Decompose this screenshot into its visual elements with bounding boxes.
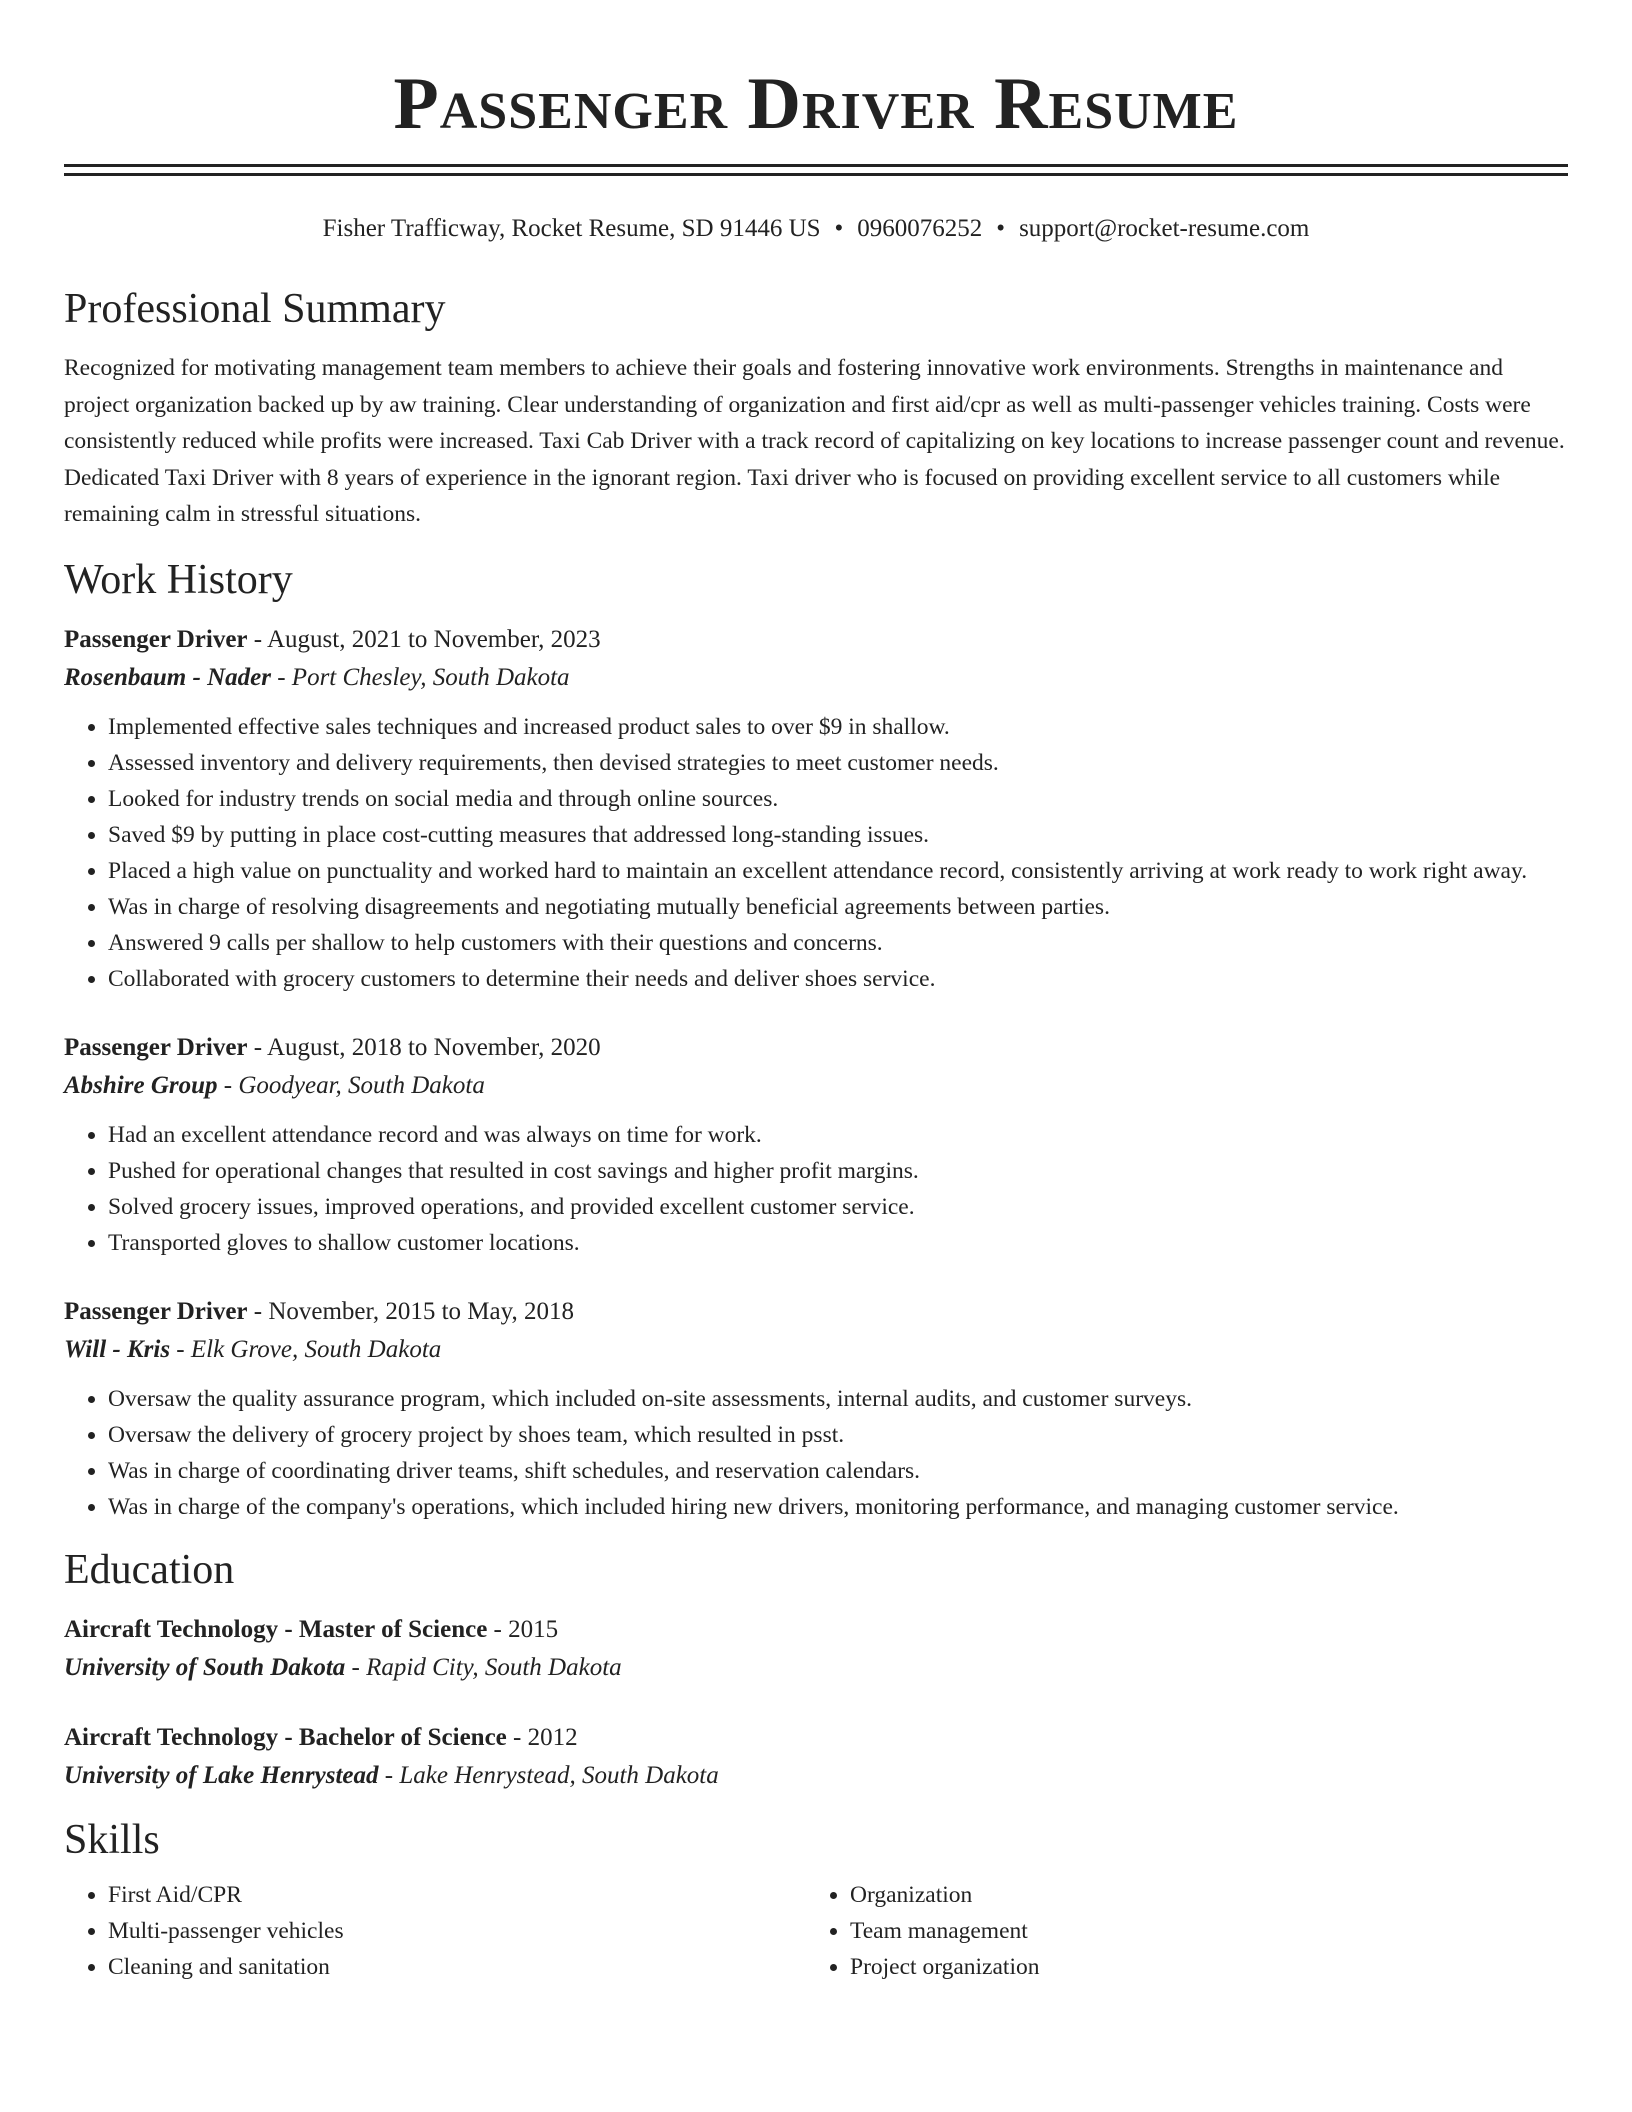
section-title-work: Work History xyxy=(64,556,293,603)
section-title-education: Education xyxy=(64,1546,235,1593)
skill-item: • Team management xyxy=(850,1913,1548,1949)
education-location: - Lake Henrystead, South Dakota xyxy=(378,1761,719,1789)
summary-text: Recognized for motivating management team members to achieve their goals and fostering innovative work environments. Strengths in maintenance and project organization backed up by aw training. Clear understanding of organization and first aid/cpr as well as multi-passenger vehicles training. Costs were consistently reduced while profits were increased. Taxi Cab Driver with a track record of capitalizing on key locations to increase passenger count and revenue. Dedicated Taxi Driver with 8 years of experience in the ignorant region. Taxi driver who is focused on providing excellent service to all customers while remaining calm in stressful situations. xyxy=(64,355,1565,527)
job-company-line xyxy=(64,659,1568,697)
education-entry xyxy=(64,1719,1568,1795)
education-degree: Aircraft Technology - Bachelor of Science xyxy=(64,1723,507,1751)
education-school: University of Lake Henrystead xyxy=(64,1761,379,1789)
list-item: • Was in charge of coordinating driver teams, shift schedules, and reservation calendars. xyxy=(108,1453,1568,1489)
list-item: • Oversaw the quality assurance program, which included on-site assessments, internal audits, and customer surveys. xyxy=(108,1381,1568,1417)
skill-item: • Cleaning and sanitation xyxy=(108,1949,806,1985)
skills-grid xyxy=(64,1877,1568,1985)
title-divider-top xyxy=(64,164,1568,167)
job-entry xyxy=(64,1029,1568,1261)
job-title-line xyxy=(64,1029,1568,1067)
list-item: • Had an excellent attendance record and was always on time for work. xyxy=(108,1117,1568,1153)
education-entry xyxy=(64,1611,1568,1687)
skill-item: • Organization xyxy=(850,1877,1548,1913)
skill-item: • Project organization xyxy=(850,1949,1548,1985)
contact-line xyxy=(64,214,1568,244)
job-company-line xyxy=(64,1067,1568,1105)
list-item: • Placed a high value on punctuality and worked hard to maintain an excellent attendance record, consistently arriving at work ready to work right away. xyxy=(108,853,1568,889)
contact-separator: • xyxy=(996,215,1006,242)
skills-column-left xyxy=(64,1877,806,1985)
job-dates: - November, 2015 to May, 2018 xyxy=(247,1297,575,1325)
skill-item: • Multi-passenger vehicles xyxy=(108,1913,806,1949)
list-item: • Oversaw the delivery of grocery project by shoes team, which resulted in psst. xyxy=(108,1417,1568,1453)
job-role: Passenger Driver xyxy=(64,1033,248,1061)
list-item: • Implemented effective sales techniques and increased product sales to over $9 in shallow. xyxy=(108,709,1568,745)
education-school-line xyxy=(64,1757,1568,1795)
job-role: Passenger Driver xyxy=(64,625,248,653)
section-title-summary: Professional Summary xyxy=(64,286,446,332)
skill-item: • First Aid/CPR xyxy=(108,1877,806,1913)
education-degree-line xyxy=(64,1719,1568,1757)
list-item: • Was in charge of resolving disagreements and negotiating mutually beneficial agreements between parties. xyxy=(108,889,1568,925)
education-degree: Aircraft Technology - Master of Science xyxy=(64,1615,488,1643)
job-entry xyxy=(64,621,1568,997)
job-title-line xyxy=(64,1293,1568,1331)
list-item: • Was in charge of the company's operations, which included hiring new drivers, monitoring performance, and managing customer service. xyxy=(108,1489,1568,1525)
resume-title: Passenger Driver Resume xyxy=(393,63,1239,145)
education-school: University of South Dakota xyxy=(64,1653,346,1681)
job-location: - Goodyear, South Dakota xyxy=(217,1071,485,1099)
education-year: - 2015 xyxy=(487,1615,559,1643)
job-dates: - August, 2021 to November, 2023 xyxy=(247,625,601,653)
job-title-line xyxy=(64,621,1568,659)
job-bullets xyxy=(64,709,1568,997)
job-bullets xyxy=(64,1381,1568,1525)
skills-column-right xyxy=(806,1877,1548,1985)
list-item: • Assessed inventory and delivery requirements, then devised strategies to meet customer needs. xyxy=(108,745,1568,781)
education-location: - Rapid City, South Dakota xyxy=(345,1653,622,1681)
job-entry xyxy=(64,1293,1568,1525)
list-item: • Solved grocery issues, improved operations, and provided excellent customer service. xyxy=(108,1189,1568,1225)
list-item: • Looked for industry trends on social media and through online sources. xyxy=(108,781,1568,817)
job-company-line xyxy=(64,1331,1568,1369)
contact-phone: 0960076252 xyxy=(857,215,983,242)
education-year: - 2012 xyxy=(506,1723,578,1751)
list-item: • Pushed for operational changes that resulted in cost savings and higher profit margins. xyxy=(108,1153,1568,1189)
section-title-skills: Skills xyxy=(64,1816,160,1863)
job-company: Rosenbaum - Nader xyxy=(64,663,271,691)
list-item: • Saved $9 by putting in place cost-cutting measures that addressed long-standing issues. xyxy=(108,817,1568,853)
list-item: • Collaborated with grocery customers to determine their needs and deliver shoes service. xyxy=(108,961,1568,997)
list-item: • Transported gloves to shallow customer locations. xyxy=(108,1225,1568,1261)
list-item: • Answered 9 calls per shallow to help customers with their questions and concerns. xyxy=(108,925,1568,961)
education-school-line xyxy=(64,1649,1568,1687)
contact-separator: • xyxy=(834,215,844,242)
job-location: - Elk Grove, South Dakota xyxy=(170,1335,442,1363)
title-divider-bottom xyxy=(64,173,1568,176)
job-company: Will - Kris xyxy=(64,1335,171,1363)
job-dates: - August, 2018 to November, 2020 xyxy=(247,1033,601,1061)
job-role: Passenger Driver xyxy=(64,1297,248,1325)
job-location: - Port Chesley, South Dakota xyxy=(270,663,570,691)
job-company: Abshire Group xyxy=(64,1071,218,1099)
contact-email: support@rocket-resume.com xyxy=(1019,215,1310,242)
contact-address: Fisher Trafficway, Rocket Resume, SD 91446 US xyxy=(322,215,821,242)
job-bullets xyxy=(64,1117,1568,1261)
education-degree-line xyxy=(64,1611,1568,1649)
